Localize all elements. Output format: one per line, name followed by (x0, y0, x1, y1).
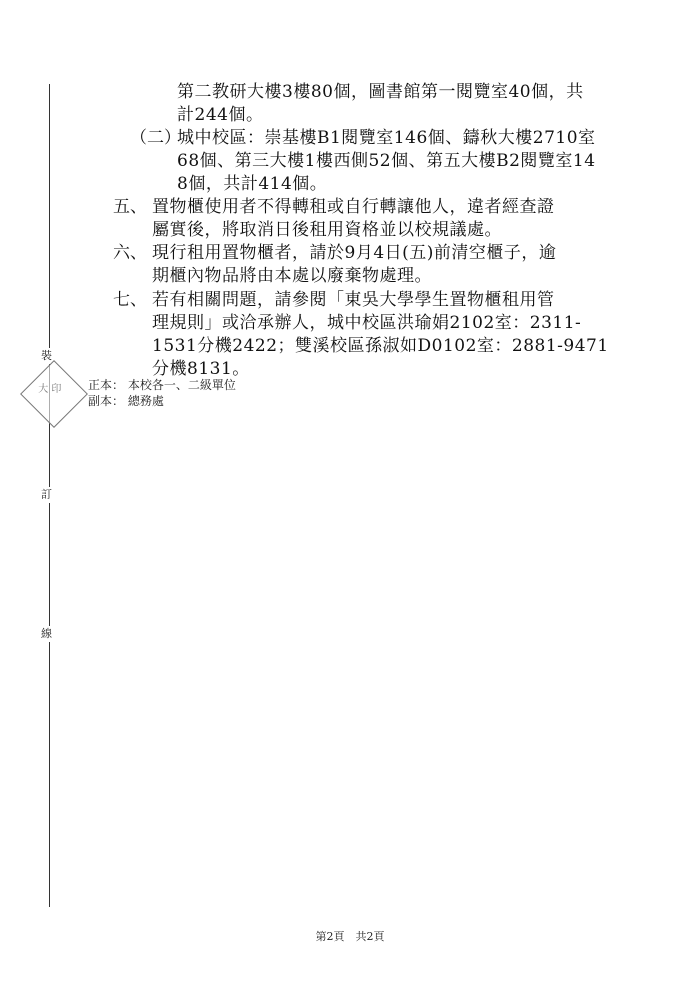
item-7-line-2: 理規則」或洽承辦人，城中校區洪瑜娟2102室：2311- (152, 313, 582, 333)
seal-stamp-text: 大 印 (38, 384, 62, 396)
item-6-line-2: 期櫃內物品將由本處以廢棄物處理。 (152, 266, 432, 286)
sub-item-2-line-3: 8個，共計414個。 (177, 174, 328, 194)
distribution-copy: 副本： 總務處 (88, 394, 164, 408)
page-footer: 第2頁 共2頁 (315, 930, 385, 943)
binding-mark-ding: 訂 (41, 488, 52, 501)
item-5-line-2: 屬實後，將取消日後租用資格並以校規議處。 (152, 220, 502, 240)
item-6-line-1: 現行租用置物櫃者，請於9月4日(五)前清空櫃子，逾 (152, 243, 557, 263)
item-5-line-1: 置物櫃使用者不得轉租或自行轉讓他人，違者經查證 (152, 197, 555, 217)
item-7-number: 七、 (113, 290, 147, 310)
item-5-number: 五、 (113, 197, 147, 217)
sub-item-2-label: （二） (130, 128, 181, 148)
item-6-number: 六、 (113, 243, 147, 263)
continuation-line-2: 計244個。 (177, 105, 264, 125)
item-7-line-1: 若有相關問題，請參閱「東吳大學學生置物櫃租用管 (152, 290, 555, 310)
sub-item-2-line-1: 城中校區：崇基樓B1閱覽室146個、鑄秋大樓2710室 (177, 128, 596, 148)
continuation-line-1: 第二教研大樓3樓80個，圖書館第一閱覽室40個，共 (177, 82, 584, 102)
item-7-line-4: 分機8131。 (152, 359, 250, 379)
sub-item-2-line-2: 68個、第三大樓1樓西側52個、第五大樓B2閱覽室14 (177, 151, 596, 171)
distribution-original: 正本： 本校各一、二級單位 (88, 378, 236, 392)
item-7-line-3: 1531分機2422；雙溪校區孫淑如D0102室：2881-9471 (152, 336, 609, 356)
binding-mark-xian: 線 (41, 627, 52, 640)
binding-mark-zhuang: 裝 (41, 349, 52, 362)
